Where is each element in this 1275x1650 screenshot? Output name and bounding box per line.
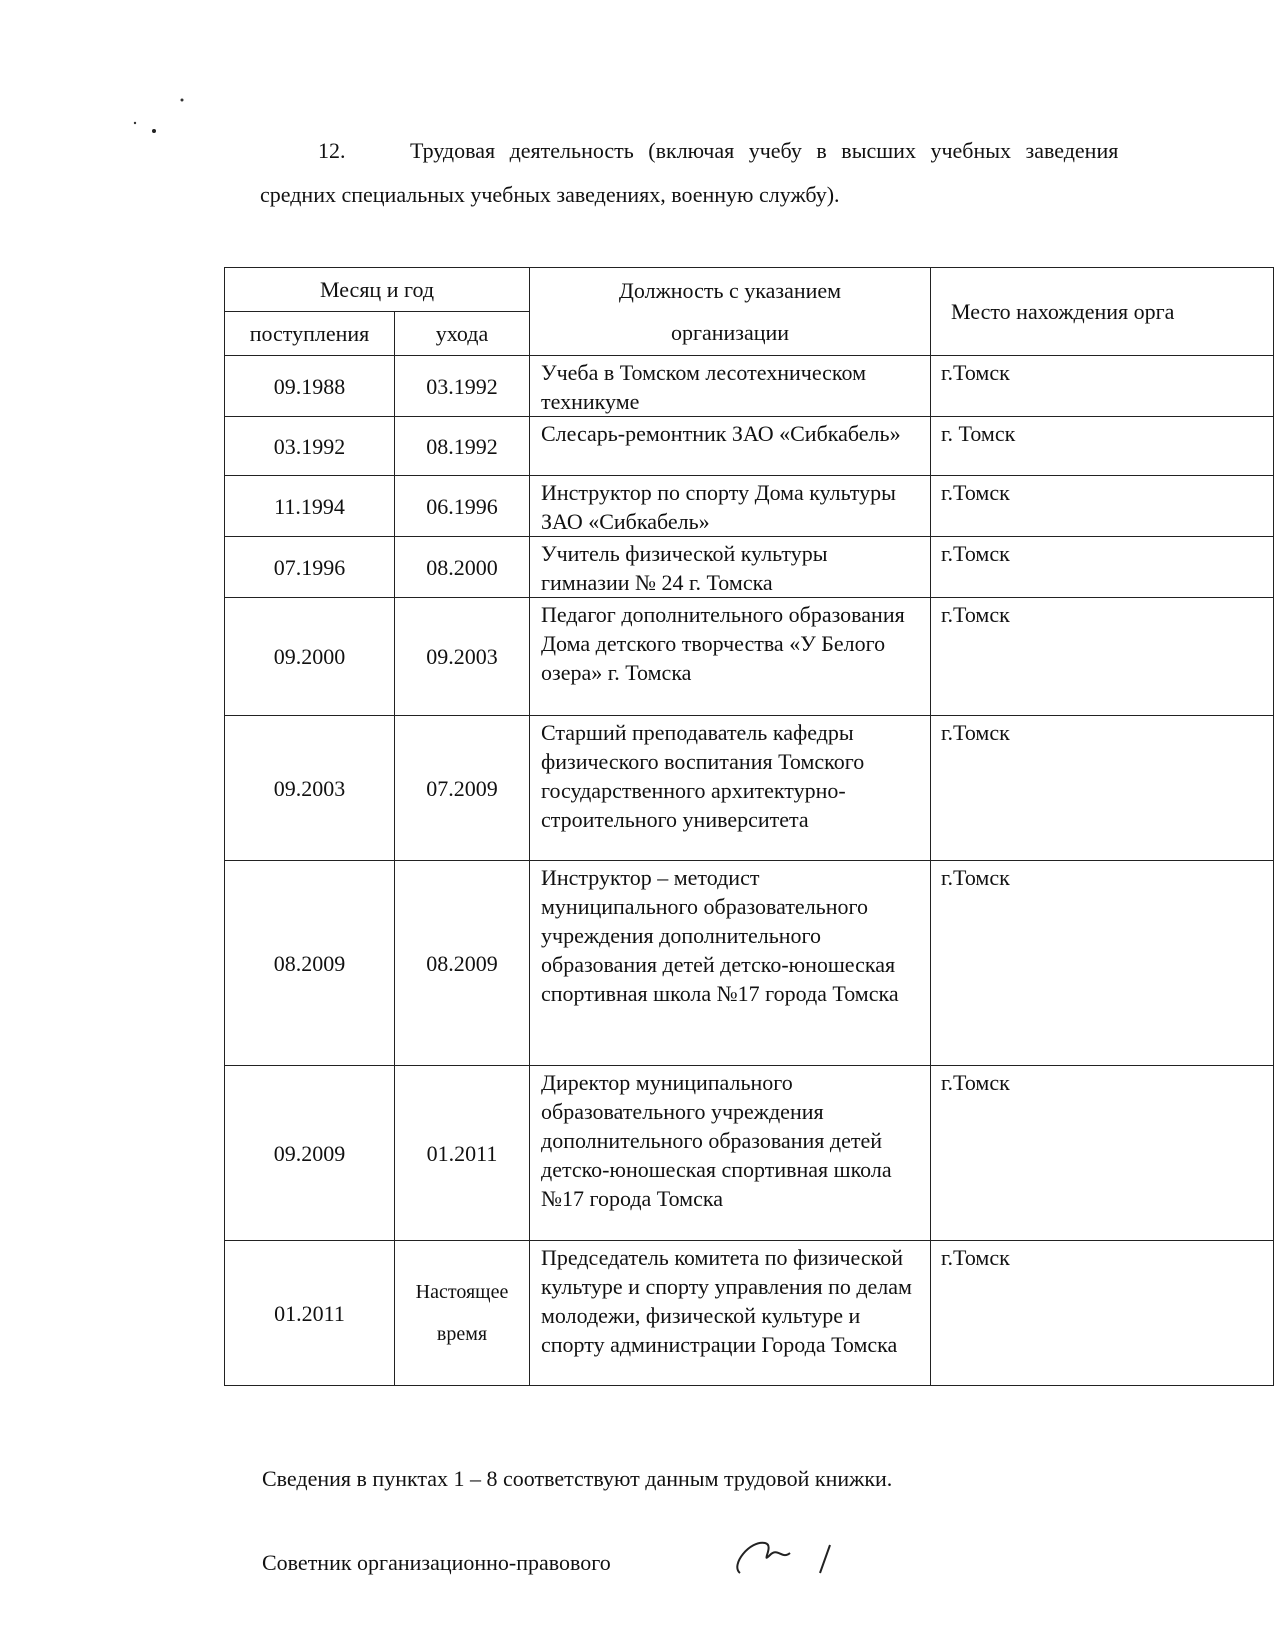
table-row bbox=[225, 598, 1274, 716]
start-date-cell: 09.2003 bbox=[225, 716, 395, 861]
position-cell: Инструктор – методист муниципального образовательного учреждения дополнительного образования детей детско-юношеская спортивная школа №17 города Томска bbox=[530, 861, 931, 1066]
employment-table bbox=[224, 267, 1274, 1386]
location-cell: г.Томск bbox=[931, 537, 1274, 598]
location-cell: г.Томск bbox=[931, 861, 1274, 1066]
table-row bbox=[225, 417, 1274, 476]
end-date-cell: 03.1992 bbox=[395, 356, 530, 417]
start-date-cell: 09.2009 bbox=[225, 1066, 395, 1241]
position-cell: Председатель комитета по физической культуре и спорту управления по делам молодежи, физической культуре и спорту администрации Города Томска bbox=[530, 1241, 931, 1386]
end-date-cell: 09.2003 bbox=[395, 598, 530, 716]
header-location: Место нахождения орга bbox=[931, 268, 1274, 356]
start-date-cell: 09.1988 bbox=[225, 356, 395, 417]
start-date-cell: 07.1996 bbox=[225, 537, 395, 598]
location-cell: г.Томск bbox=[931, 598, 1274, 716]
footer-note: Сведения в пунктах 1 – 8 соответствуют данным трудовой книжки. bbox=[262, 1466, 893, 1491]
start-date-cell: 09.2000 bbox=[225, 598, 395, 716]
end-date-cell: 08.2000 bbox=[395, 537, 530, 598]
end-date-cell: 01.2011 bbox=[395, 1066, 530, 1241]
signer-title: Советник организационно-правового bbox=[262, 1550, 611, 1575]
location-cell: г.Томск bbox=[931, 1241, 1274, 1386]
location-cell: г.Томск bbox=[931, 356, 1274, 417]
table-row bbox=[225, 716, 1274, 861]
handwritten-signature bbox=[720, 1535, 880, 1581]
table-row bbox=[225, 1241, 1274, 1386]
header-start: поступления bbox=[225, 312, 395, 356]
table-row bbox=[225, 476, 1274, 537]
end-date-cell: 08.2009 bbox=[395, 861, 530, 1066]
section-title: Трудовая деятельность (включая учебу в высших учебных заведения bbox=[410, 138, 1119, 163]
table-row bbox=[225, 1066, 1274, 1241]
location-cell: г.Томск bbox=[931, 716, 1274, 861]
end-date-cell: 06.1996 bbox=[395, 476, 530, 537]
section-heading-line2: средних специальных учебных заведениях, военную службу). bbox=[260, 182, 840, 207]
position-cell: Учеба в Томском лесотехническом техникуме bbox=[530, 356, 931, 417]
position-cell: Учитель физической культуры гимназии № 24 г. Томска bbox=[530, 537, 931, 598]
section-heading-line1 bbox=[318, 138, 1118, 164]
start-date-cell: 03.1992 bbox=[225, 417, 395, 476]
location-cell: г. Томск bbox=[931, 417, 1274, 476]
end-date-cell: Настоящее время bbox=[395, 1241, 530, 1386]
table-row bbox=[225, 356, 1274, 417]
header-end: ухода bbox=[395, 312, 530, 356]
table-row bbox=[225, 861, 1274, 1066]
end-date-cell: 08.1992 bbox=[395, 417, 530, 476]
section-number: 12. bbox=[318, 138, 346, 163]
start-date-cell: 01.2011 bbox=[225, 1241, 395, 1386]
position-cell: Директор муниципального образовательного учреждения дополнительного образования детей детско-юношеская спортивная школа №17 города Томска bbox=[530, 1066, 931, 1241]
location-cell: г.Томск bbox=[931, 1066, 1274, 1241]
position-cell: Старший преподаватель кафедры физического воспитания Томского государственного архитектурно-строительного университета bbox=[530, 716, 931, 861]
position-cell: Слесарь-ремонтник ЗАО «Сибкабель» bbox=[530, 417, 931, 476]
position-cell: Педагог дополнительного образования Дома детского творчества «У Белого озера» г. Томска bbox=[530, 598, 931, 716]
scan-specks bbox=[130, 95, 190, 146]
location-cell: г.Томск bbox=[931, 476, 1274, 537]
end-date-cell: 07.2009 bbox=[395, 716, 530, 861]
table-row bbox=[225, 537, 1274, 598]
position-cell: Инструктор по спорту Дома культуры ЗАО «Сибкабель» bbox=[530, 476, 931, 537]
header-position: Должность с указанием организации bbox=[530, 268, 931, 356]
start-date-cell: 08.2009 bbox=[225, 861, 395, 1066]
start-date-cell: 11.1994 bbox=[225, 476, 395, 537]
header-month-year: Месяц и год bbox=[225, 268, 530, 312]
